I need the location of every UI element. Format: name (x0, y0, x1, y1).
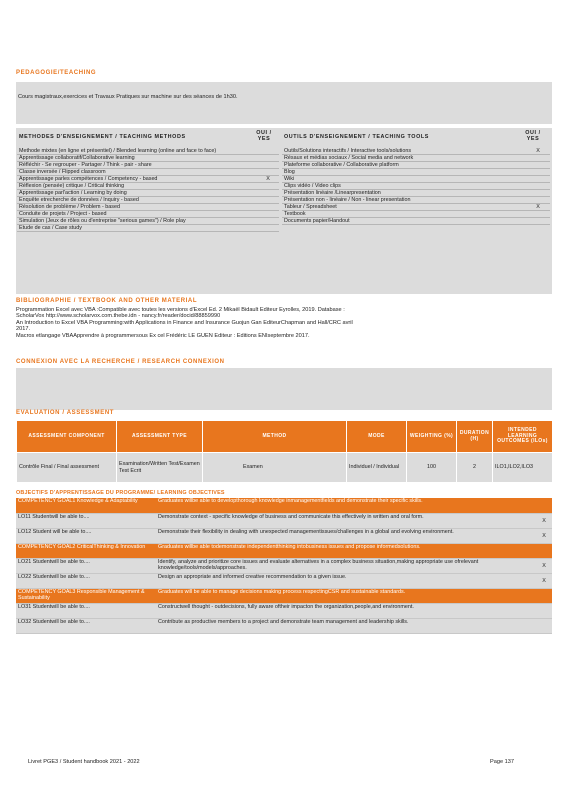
learning-outcome-row (16, 513, 552, 528)
learning-outcome-row (16, 618, 552, 633)
footer-page: Page 137 (490, 759, 514, 765)
method-row-mark (257, 197, 279, 204)
tool-row-mark (526, 183, 550, 190)
method-row-mark (257, 204, 279, 211)
eval-header-component: ASSESSMENT COMPONENT (17, 421, 117, 453)
method-row-label: Apprentissage collaboratif/Collaborative learning (17, 155, 257, 162)
tool-row-label: Documents papier/Handout (282, 218, 526, 225)
tool-row-label: Plateforme collaborative / Collaborative platform (282, 162, 526, 169)
tool-row-mark (526, 190, 550, 197)
pedagogie-box (16, 82, 552, 124)
pedagogie-title: PEDAGOGIE/TEACHING (16, 70, 97, 76)
method-row-mark (257, 190, 279, 197)
objective-text: Constructwell thought - outdecisions, fully aware oftheir impacton the organization,people,and environment. (156, 603, 536, 618)
objective-mark (536, 618, 552, 633)
tool-row-mark: X (526, 148, 550, 155)
eval-header-method: METHOD (203, 421, 347, 453)
objective-text: Graduates willbe able todemonstrate independentthinking intobusiness issues and propose informedsolutions. (156, 543, 536, 558)
eval-method: Examen (203, 453, 347, 483)
tool-row-label: Wiki (282, 176, 526, 183)
tool-row-label: Présentation linéaire /Linearpresentation (282, 190, 526, 197)
method-row (17, 218, 279, 225)
tool-row-mark (526, 162, 550, 169)
bibliography-title: BIBLIOGRAPHIE / TEXTBOOK AND OTHER MATERIAL (16, 298, 198, 304)
eval-type: Examination/Written Test/Examen Test Ecrit (117, 453, 203, 483)
connexion-box (16, 368, 552, 410)
tool-row-label: Outils/Solutions interactifs / Interactive tools/solutions (282, 148, 526, 155)
tool-row (282, 162, 550, 169)
tool-row-label: Clips vidéo / Video clips (282, 183, 526, 190)
tool-row-mark: X (526, 204, 550, 211)
bibliography-line: An Introduction to Excel VBA Programming:with Applications in Finance and Insurance Guojun Gan EditeurChapman and Hall/CRC avril (16, 319, 353, 326)
objective-text: Demonstrate context - specific knowledge of business and communicate this effectively in written and oral form. (156, 513, 536, 528)
tool-row-mark (526, 197, 550, 204)
evaluation-table (16, 420, 553, 483)
method-row (17, 183, 279, 190)
objective-code: LO11 Studentwill be able to.... (16, 513, 156, 528)
objective-mark (536, 543, 552, 558)
methods-header: METHODES D'ENSEIGNEMENT / TEACHING METHODS (19, 134, 186, 140)
method-row (17, 204, 279, 211)
objective-text: Graduates will be able to manage decisions making process respectingCSR and sustainable standards. (156, 588, 536, 603)
connexion-title: CONNEXION AVEC LA RECHERCHE / RESEARCH CONNEXION (16, 359, 225, 365)
tool-row-label: Résaux et médias sociaux / Social media and network (282, 155, 526, 162)
method-row-label: Réfléchir - Se regrouper - Partager / Think - pair - share (17, 162, 257, 169)
tool-row-mark (526, 155, 550, 162)
tool-row-mark (526, 211, 550, 218)
competency-row (16, 498, 552, 513)
learning-outcome-row (16, 528, 552, 543)
objective-text: Design an appropriate and informed creative recommendation to a given issue. (156, 573, 536, 588)
eval-header-ilos: INTENDED LEARNING OUTCOMES (ILOs) (493, 421, 553, 453)
objectives-table (16, 498, 552, 634)
tools-oui-header: OUI / YES (525, 130, 541, 142)
eval-ilos: ILO1,ILO2,ILO3 (493, 453, 553, 483)
method-row-label: Apprentissage parles compétences / Competency - based (17, 176, 257, 183)
bibliography-list (16, 307, 552, 339)
method-row-label: Simulation (Jeux de rôles ou d'entreprise "serious games") / Role play (17, 218, 257, 225)
eval-component: Contrôle Final / Final assessment (17, 453, 117, 483)
objective-mark: X (536, 558, 552, 573)
objective-code: LO32 Studentwill be able to.... (16, 618, 156, 633)
tool-row (282, 155, 550, 162)
competency-row (16, 588, 552, 603)
tool-row-label: Présentation non - linéaire / Non - linear presentation (282, 197, 526, 204)
eval-header-duration: DURATION (H) (457, 421, 493, 453)
method-row (17, 169, 279, 176)
method-row-label: Methode mixtes (en ligne et présentiel) / Blended learning (online and face to face) (17, 148, 257, 155)
method-row (17, 197, 279, 204)
bibliography-line: Macros etlangage VBAApprendre à programmersous Ex cel Frédéric LE GUEN Editeur : Editions ENIseptembre 2017. (16, 332, 310, 339)
objective-code: LO31 Studentwill be able to.... (16, 603, 156, 618)
bibliography-line: ScholarVox http://www.scholarvox.com.thebe.idn - nancy.fr/reader/docid/88859990 (16, 313, 221, 320)
eval-duration: 2 (457, 453, 493, 483)
method-row (17, 225, 279, 232)
method-row-label: Apprentissage parl'action / Learning by doing (17, 190, 257, 197)
tool-row (282, 169, 550, 176)
objective-mark: X (536, 528, 552, 543)
method-row-mark (257, 218, 279, 225)
tool-row (282, 218, 550, 225)
competency-row (16, 543, 552, 558)
method-row (17, 190, 279, 197)
method-row-label: Réflexion (pensée) critique / Critical thinking (17, 183, 257, 190)
learning-outcome-row (16, 603, 552, 618)
tool-row (282, 183, 550, 190)
objective-code: LO21 Studentwill be able to.... (16, 558, 156, 573)
tool-row (282, 211, 550, 218)
eval-mode: Individuel / Individual (347, 453, 407, 483)
method-row (17, 155, 279, 162)
method-row-mark (257, 162, 279, 169)
tool-row-label: Tableur / Spreadsheet (282, 204, 526, 211)
methods-box (16, 128, 552, 294)
method-row-label: Etude de cas / Case study (17, 225, 257, 232)
method-row-label: Conduite de projets / Project - based (17, 211, 257, 218)
objective-text: Contribute as productive members to a project and demonstrate team management and leadership skills. (156, 618, 536, 633)
objective-code: LO12 Student will be able to.... (16, 528, 156, 543)
method-row-mark (257, 169, 279, 176)
evaluation-title: EVALUATION / ASSESSMENT (16, 410, 115, 416)
method-row-mark (257, 225, 279, 232)
method-row-label: Classe inversée / Flipped classroom (17, 169, 257, 176)
method-row (17, 176, 279, 183)
eval-weight: 100 (407, 453, 457, 483)
tool-row (282, 197, 550, 204)
tool-row (282, 176, 550, 183)
tool-row-mark (526, 218, 550, 225)
eval-header-mode: MODE (347, 421, 407, 453)
tools-table (282, 148, 550, 225)
learning-outcome-row (16, 558, 552, 573)
objective-code: LO22 Studentwill be able to.... (16, 573, 156, 588)
method-row-mark (257, 183, 279, 190)
objective-text: Demonstrate their flexibility in dealing with unexpected managementissues/challenges in a global and evolving environment. (156, 528, 536, 543)
learning-outcome-row (16, 573, 552, 588)
method-row-label: Enquête etrecherche de données / Inquiry - based (17, 197, 257, 204)
objective-mark (536, 498, 552, 513)
method-row (17, 211, 279, 218)
objective-mark (536, 603, 552, 618)
objective-text: Graduates willbe able to developthorough knowledge inmanagementfields and demonstrate their specific skills. (156, 498, 536, 513)
method-row-mark (257, 211, 279, 218)
objective-code: COMPETENCY GOAL2 CriticalThinking & Innovation (16, 543, 156, 558)
eval-header-type: ASSESSMENT TYPE (117, 421, 203, 453)
tool-row (282, 204, 550, 211)
tools-header: OUTILS D'ENSEIGNEMENT / TEACHING TOOLS (284, 134, 429, 140)
tool-row-mark (526, 169, 550, 176)
method-row-mark (257, 155, 279, 162)
objective-mark: X (536, 513, 552, 528)
pedagogie-text: Cours magistraux,exercices et Travaux Pratiques sur machine sur des séances de 1h30. (18, 94, 238, 100)
objective-code: COMPETENCY GOAL3 Responsible Management & Sustainability (16, 588, 156, 603)
method-row (17, 162, 279, 169)
objective-code: COMPETENCY GOAL1 Knowledge & Adaptability (16, 498, 156, 513)
methods-oui-header: OUI / YES (256, 130, 272, 142)
tool-row (282, 190, 550, 197)
objectives-title: OBJECTIFS D'APPRENTISSAGE DU PROGRAMME/ LEARNING OBJECTIVES (16, 490, 225, 496)
tool-row-mark (526, 176, 550, 183)
tool-row-label: Blog (282, 169, 526, 176)
methods-table (17, 148, 279, 232)
objective-mark (536, 588, 552, 603)
eval-header-weight: WEIGHTING (%) (407, 421, 457, 453)
footer-left: Livret PGE3 / Student handbook 2021 - 2022 (28, 759, 140, 765)
bibliography-line: 2017. (16, 326, 30, 333)
tool-row-label: Textbook (282, 211, 526, 218)
objective-mark: X (536, 573, 552, 588)
method-row-mark: X (257, 176, 279, 183)
method-row-label: Résolution de problème / Problem - based (17, 204, 257, 211)
objective-text: Identify, analyze and prioritize core issues and evaluate alternatives in a complex business situation,making appropriate use ofrelevant knowledge/tools/models/approaches. (156, 558, 536, 573)
bibliography-line: Programmation Excel avec VBA :Compatible avec toutes les versions d'Excel Ed. 2 Mikaël Bidault Editeur Eyrolles, 2019. Database : (16, 307, 345, 313)
